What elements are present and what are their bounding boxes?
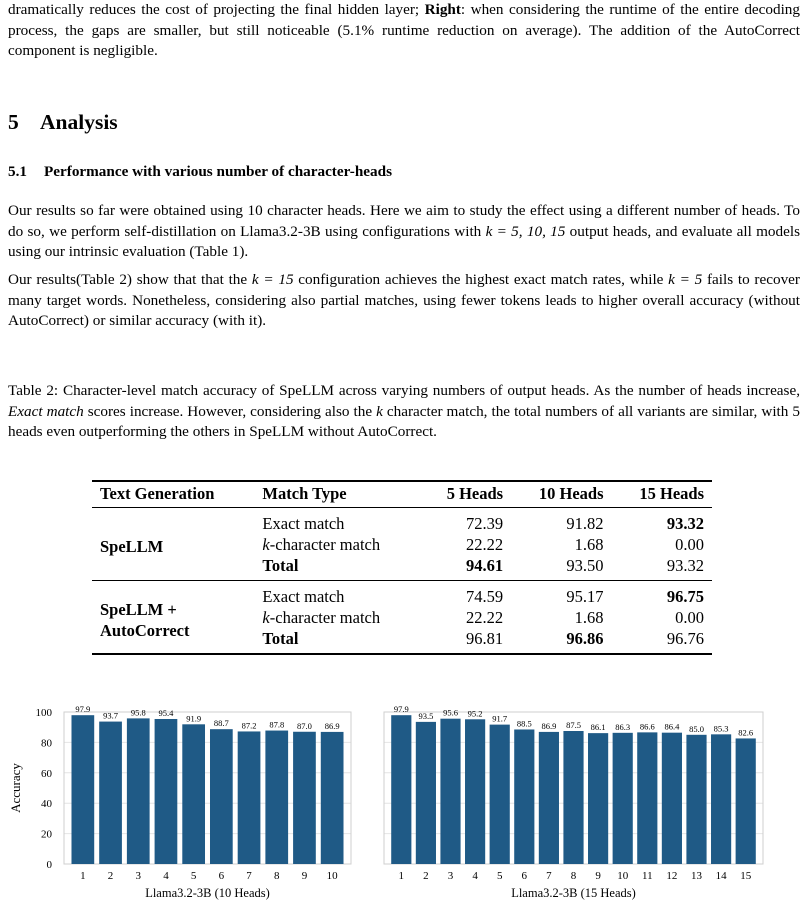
bar bbox=[662, 733, 682, 864]
match-type-cell: Total bbox=[254, 555, 421, 581]
para2-text-c: fails to recover many target words. Nonetheless, considering also partial matches, using fewer tokens leads to higher overall accuracy (without AutoCorrect) or similar accuracy (with it). bbox=[8, 271, 800, 329]
x-tick-label: 13 bbox=[691, 870, 702, 882]
value-cell: 0.00 bbox=[675, 608, 704, 627]
x-tick-label: 9 bbox=[301, 870, 308, 882]
x-tick-label: 4 bbox=[163, 870, 169, 882]
match-type-cell bbox=[254, 534, 421, 555]
x-tick-label: 15 bbox=[740, 870, 752, 882]
y-tick-label: 20 bbox=[41, 828, 52, 841]
bar-value-label: 87.0 bbox=[297, 720, 312, 731]
x-tick-label: 1 bbox=[80, 870, 86, 882]
section-number: 5 bbox=[8, 110, 19, 134]
bar bbox=[210, 729, 233, 864]
table-row bbox=[92, 508, 712, 535]
y-tick-label: 40 bbox=[41, 798, 52, 811]
x-tick-label: 6 bbox=[218, 870, 225, 882]
header-5-heads: 5 Heads bbox=[421, 481, 511, 508]
y-tick-label: 0 bbox=[46, 859, 52, 871]
bar bbox=[637, 732, 657, 864]
right-label: Right bbox=[424, 1, 461, 18]
bar bbox=[99, 722, 122, 864]
bar bbox=[155, 719, 178, 864]
bar-value-label: 91.7 bbox=[492, 713, 508, 724]
bar bbox=[711, 734, 731, 864]
caption-k: k bbox=[376, 402, 383, 420]
group-label-spellm-autocorrect bbox=[92, 581, 254, 655]
subsection-number: 5.1 bbox=[8, 163, 27, 180]
bar-value-label: 95.6 bbox=[443, 707, 458, 718]
bar-value-label: 95.2 bbox=[467, 708, 483, 719]
intro-text-2: : when considering the runtime of the entire decoding process, the gaps are smaller, but still noticeable (5.1% runtime reduction on average). The addition of the AutoCorrect component is negligible. bbox=[8, 1, 800, 59]
value-cell: 93.32 bbox=[666, 514, 704, 533]
bar-value-label: 85.0 bbox=[689, 723, 704, 734]
value-cell: 96.75 bbox=[666, 587, 704, 606]
x-tick-label: 7 bbox=[546, 870, 552, 882]
bar bbox=[686, 735, 706, 864]
bar bbox=[238, 731, 261, 864]
para1-text-a: Our results so far were obtained using 10 character heads. Here we aim to study the effect using a different number of heads. To do so, we perform self-distillation on Llama3.2-3B using configurations with bbox=[8, 202, 800, 240]
table-header-row bbox=[92, 481, 712, 508]
caption-text-c: character match, the total numbers of all variants are similar, with 5 heads even outperforming the others in SpeLLM without AutoCorrect. bbox=[8, 402, 800, 440]
bar-value-label: 91.9 bbox=[186, 713, 202, 724]
match-type-cell: Total bbox=[254, 628, 421, 654]
value-cell: 96.76 bbox=[612, 628, 712, 654]
x-axis-label: Llama3.2-3B (15 Heads) bbox=[511, 886, 636, 900]
value-cell: 1.68 bbox=[574, 535, 604, 554]
match-type-text: -character match bbox=[269, 608, 381, 627]
value-cell: 93.50 bbox=[511, 555, 611, 581]
bar bbox=[391, 715, 411, 864]
match-type-text: -character match bbox=[269, 535, 381, 554]
x-tick-label: 5 bbox=[496, 870, 503, 882]
value-cell: 94.61 bbox=[421, 555, 511, 581]
x-tick-label: 3 bbox=[135, 870, 141, 882]
group-2-name-line2: AutoCorrect bbox=[100, 620, 190, 640]
paragraph-2 bbox=[8, 270, 800, 332]
value-cell: 95.17 bbox=[566, 587, 604, 606]
accuracy-bar-chart bbox=[0, 698, 807, 914]
header-10-heads: 10 Heads bbox=[511, 481, 611, 508]
bar-value-label: 97.9 bbox=[75, 704, 91, 715]
x-axis-label: Llama3.2-3B (10 Heads) bbox=[145, 886, 270, 900]
bar-value-label: 85.3 bbox=[713, 723, 729, 734]
y-tick-label: 80 bbox=[41, 737, 52, 750]
group-label-spellm bbox=[92, 508, 254, 581]
value-cell: 91.82 bbox=[566, 514, 604, 533]
para1-text-b: output heads, and evaluate all models using our intrinsic evaluation (Table 1). bbox=[8, 222, 800, 260]
bar bbox=[465, 719, 485, 864]
intro-text-1: dramatically reduces the cost of projecting the final hidden layer; bbox=[8, 1, 425, 18]
match-type-cell: Exact match bbox=[262, 587, 345, 606]
para2-text-b: configuration achieves the highest exact match rates, while bbox=[293, 271, 669, 288]
bar bbox=[440, 719, 460, 864]
section-title: Analysis bbox=[40, 110, 118, 134]
x-tick-label: 11 bbox=[642, 870, 653, 882]
bar-value-label: 93.7 bbox=[103, 710, 118, 721]
bar-value-label: 97.9 bbox=[393, 704, 409, 715]
bar-value-label: 87.5 bbox=[566, 720, 581, 730]
bar bbox=[265, 731, 288, 864]
intro-paragraph bbox=[8, 0, 800, 62]
bar bbox=[490, 725, 510, 864]
match-type-cell bbox=[254, 607, 421, 628]
table-row bbox=[92, 581, 712, 608]
paragraph-1 bbox=[8, 201, 800, 263]
bar bbox=[71, 715, 94, 864]
bar bbox=[613, 733, 633, 864]
subsection-title: Performance with various number of character-heads bbox=[44, 163, 392, 180]
bar-value-label: 82.6 bbox=[738, 727, 754, 738]
group-2-name-line1: SpeLLM + bbox=[100, 599, 177, 619]
para2-math-1: k = 15 bbox=[251, 271, 294, 288]
header-15-heads: 15 Heads bbox=[612, 481, 712, 508]
results-table bbox=[92, 480, 712, 655]
bar-value-label: 88.7 bbox=[213, 718, 229, 729]
caption-text-b: scores increase. However, considering also the bbox=[83, 402, 377, 420]
group-1-name: SpeLLM bbox=[100, 537, 164, 556]
bar bbox=[321, 732, 344, 864]
value-cell: 96.86 bbox=[511, 628, 611, 654]
value-cell: 22.22 bbox=[465, 535, 504, 554]
x-tick-label: 3 bbox=[447, 870, 454, 882]
y-tick-label: 60 bbox=[41, 767, 52, 780]
para2-text-a: Our results(Table 2) show that that the bbox=[8, 271, 252, 288]
bar-value-label: 95.8 bbox=[130, 707, 146, 718]
section-heading bbox=[8, 110, 118, 135]
bar-value-label: 87.2 bbox=[241, 720, 257, 731]
value-cell: 0.00 bbox=[675, 535, 704, 554]
bar-value-label: 86.9 bbox=[541, 720, 557, 731]
x-tick-label: 2 bbox=[107, 870, 114, 882]
x-tick-label: 7 bbox=[246, 870, 252, 882]
header-text-generation: Text Generation bbox=[92, 481, 254, 508]
x-tick-label: 6 bbox=[521, 870, 528, 882]
bar bbox=[127, 718, 150, 864]
bar-value-label: 87.8 bbox=[269, 719, 285, 730]
y-tick-label: 100 bbox=[35, 707, 52, 719]
header-match-type: Match Type bbox=[254, 481, 421, 508]
para2-math-2: k = 5 bbox=[668, 271, 703, 288]
bar-value-label: 93.5 bbox=[418, 710, 434, 721]
bar-value-label: 86.4 bbox=[664, 721, 680, 732]
bar bbox=[416, 722, 436, 864]
bar-value-label: 88.5 bbox=[516, 718, 532, 729]
x-tick-label: 10 bbox=[617, 870, 629, 882]
bar bbox=[563, 731, 583, 864]
value-cell: 72.39 bbox=[465, 514, 504, 533]
bar bbox=[293, 732, 316, 864]
para1-math: k = 5, 10, 15 bbox=[485, 222, 566, 240]
value-cell: 93.32 bbox=[612, 555, 712, 581]
bar bbox=[514, 729, 534, 864]
x-tick-label: 4 bbox=[472, 870, 478, 882]
x-tick-label: 8 bbox=[570, 870, 577, 882]
caption-text-a: Table 2: Character-level match accuracy of SpeLLM across varying numbers of output heads. As the number of heads increase, bbox=[8, 382, 800, 399]
x-tick-label: 5 bbox=[190, 870, 197, 882]
subsection-heading bbox=[8, 163, 392, 181]
k-symbol: k bbox=[262, 535, 270, 554]
table-caption bbox=[8, 381, 800, 443]
caption-exact-match: Exact match bbox=[8, 402, 84, 420]
bar-value-label: 86.3 bbox=[615, 721, 631, 732]
bar-value-label: 86.6 bbox=[639, 721, 655, 732]
match-type-cell: Exact match bbox=[262, 514, 345, 533]
x-tick-label: 14 bbox=[715, 870, 727, 882]
x-tick-label: 2 bbox=[423, 870, 429, 882]
value-cell: 22.22 bbox=[465, 608, 504, 627]
value-cell: 74.59 bbox=[465, 587, 504, 606]
x-tick-label: 12 bbox=[666, 870, 678, 882]
x-tick-label: 1 bbox=[398, 870, 405, 882]
value-cell: 1.68 bbox=[574, 608, 604, 627]
bar bbox=[539, 732, 559, 864]
bar bbox=[588, 733, 608, 864]
value-cell: 96.81 bbox=[421, 628, 511, 654]
x-tick-label: 9 bbox=[595, 870, 601, 882]
bar-value-label: 95.4 bbox=[158, 707, 174, 718]
bar bbox=[182, 724, 205, 864]
k-symbol: k bbox=[262, 608, 270, 627]
y-axis-label: Accuracy bbox=[8, 763, 23, 813]
bar bbox=[736, 738, 756, 864]
bar-value-label: 86.1 bbox=[590, 722, 606, 733]
x-tick-label: 10 bbox=[326, 870, 338, 882]
x-tick-label: 8 bbox=[274, 870, 280, 882]
bar-value-label: 86.9 bbox=[324, 720, 340, 731]
